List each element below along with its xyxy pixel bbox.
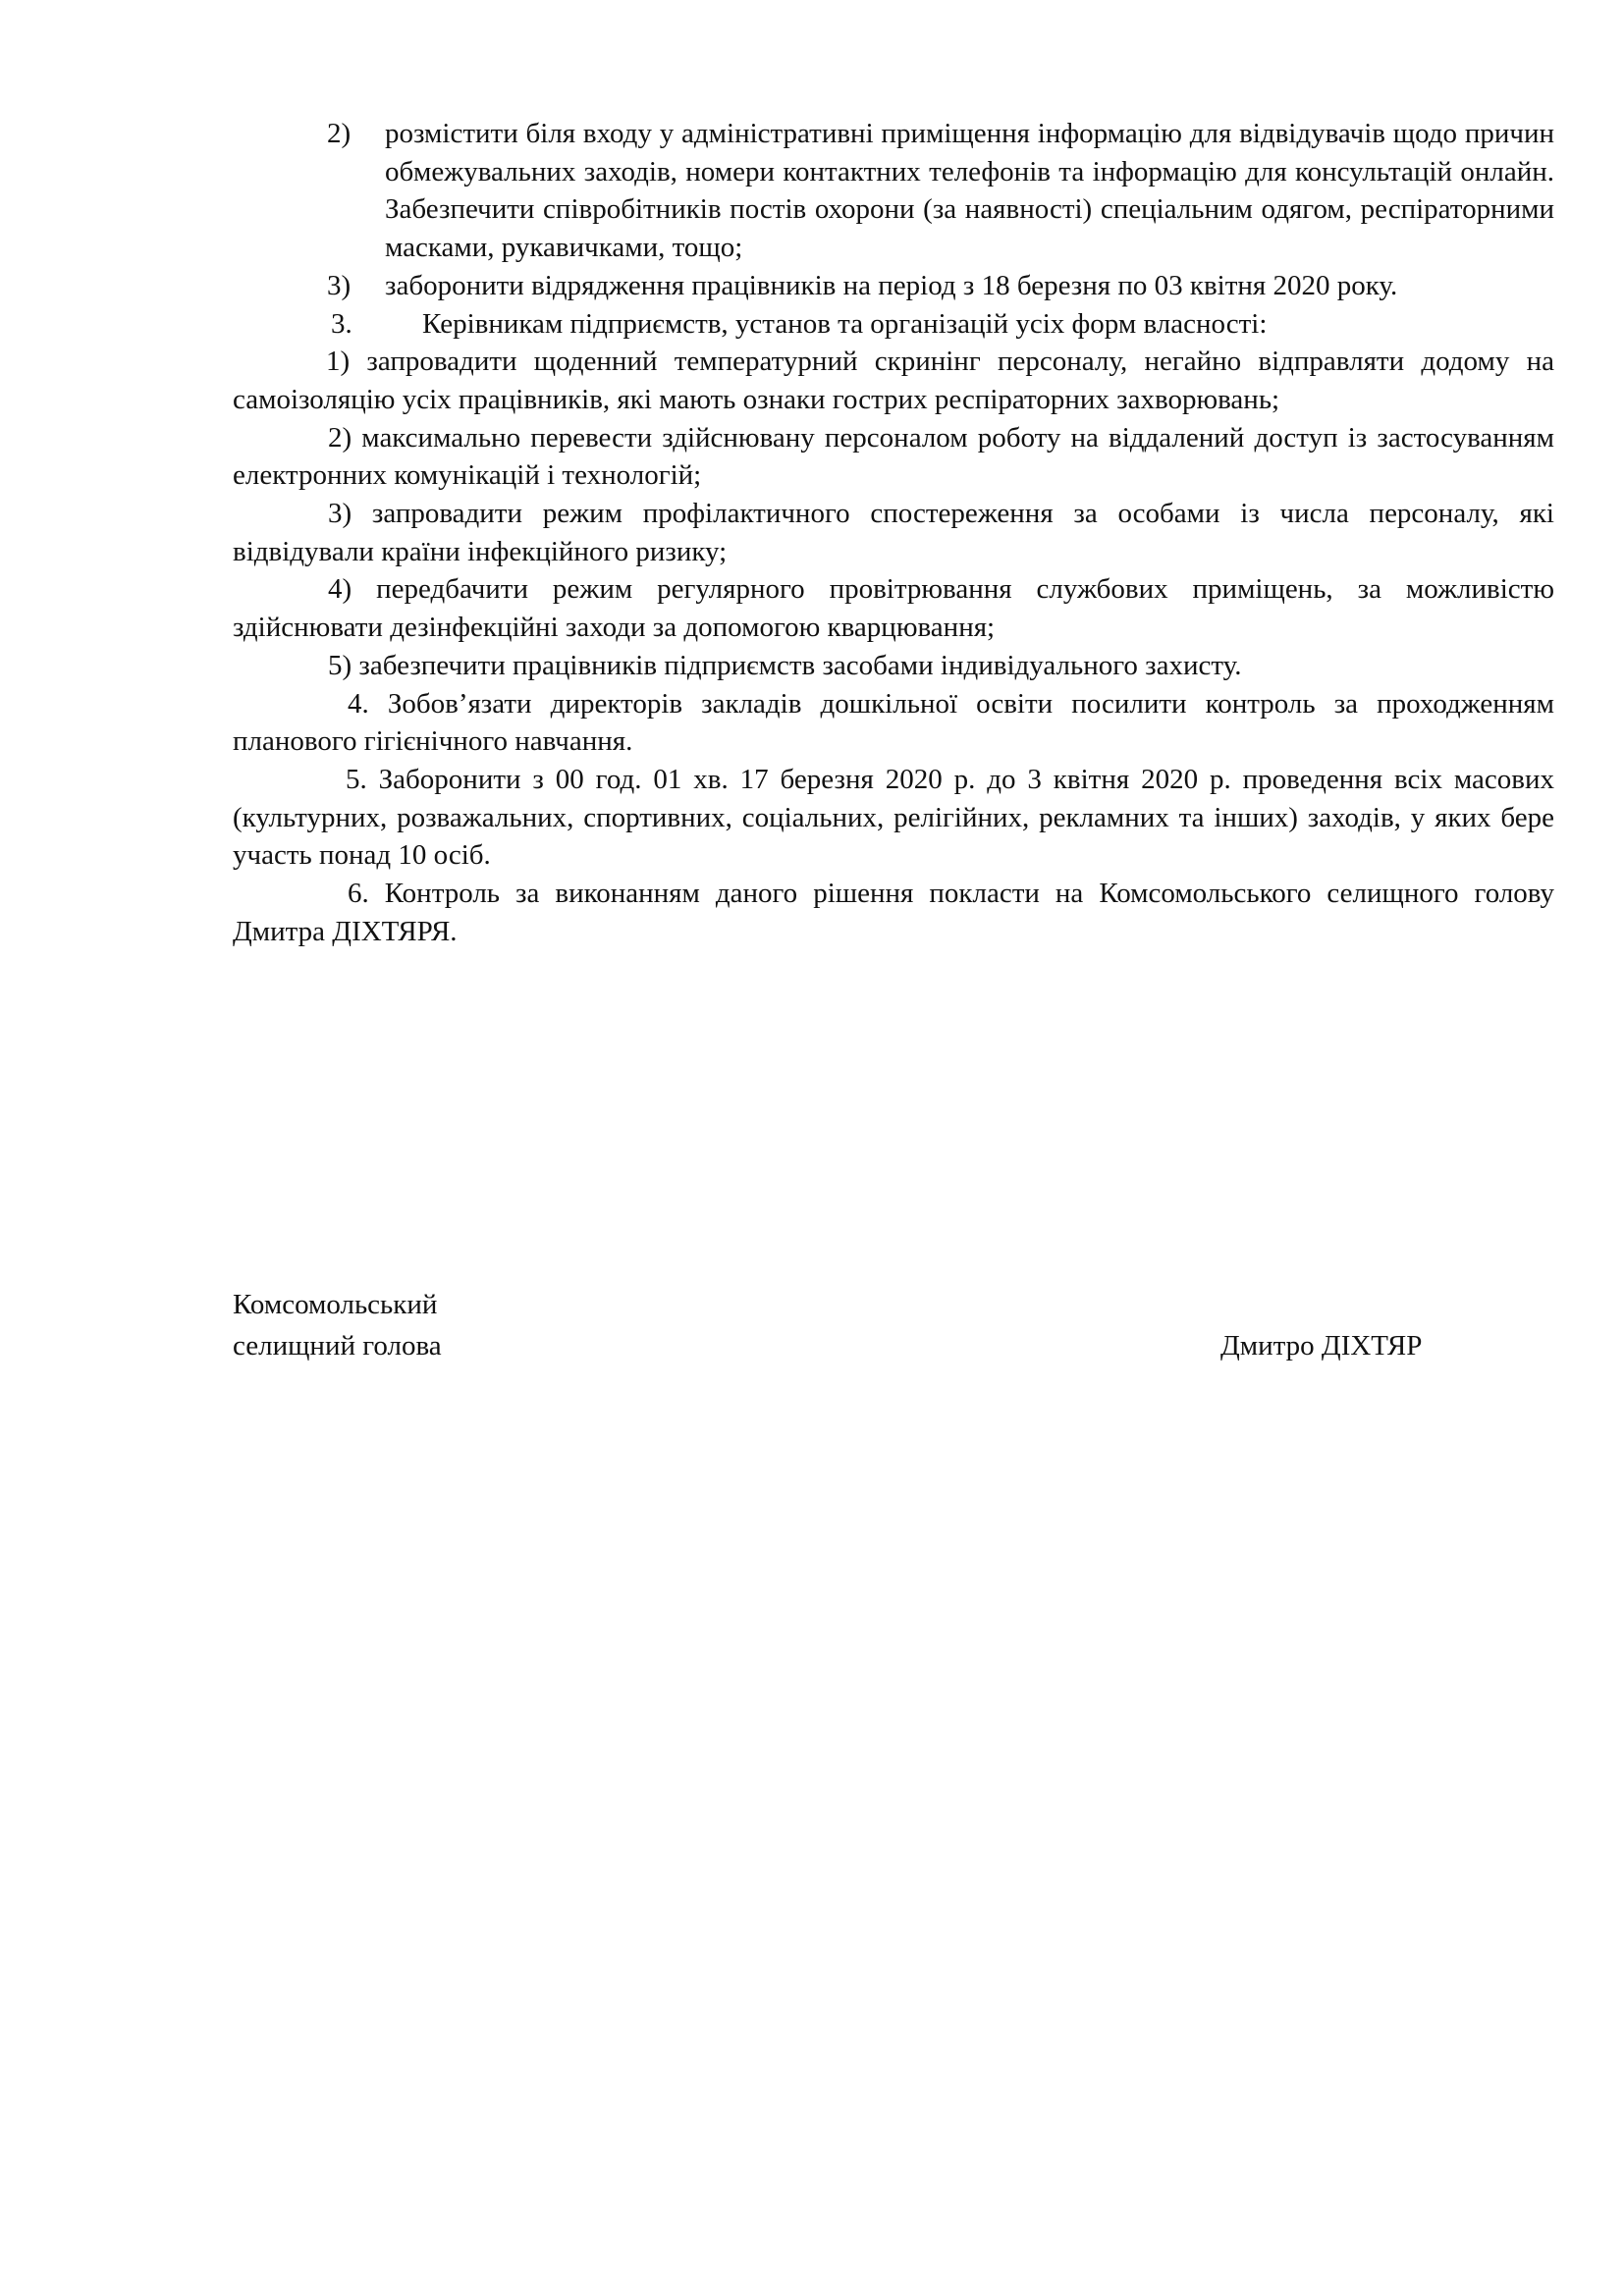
sub-item-3: 3) запровадити режим профілактичного спостереження за особами із числа персоналу, які відвідували країни інфекційного ризику; bbox=[233, 498, 1554, 567]
position-line-1: Комсомольський bbox=[233, 1289, 438, 1320]
paragraph-4: 4. Зобов’язати директорів закладів дошкільної освіти посилити контроль за проходженням планового гігієнічного навчання. bbox=[233, 687, 1554, 758]
section-text: Керівникам підприємств, установ та організацій усіх форм власності: bbox=[422, 307, 1268, 340]
list-item-3 bbox=[233, 267, 1554, 305]
section-number: 3. bbox=[331, 307, 352, 340]
paragraph-6: 6. Контроль за виконанням даного рішення покласти на Комсомольського селищного голову Дмитра ДІХТЯРЯ. bbox=[233, 878, 1554, 947]
list-item-2 bbox=[233, 115, 1554, 267]
position-line-2: селищний голова bbox=[233, 1330, 442, 1362]
sub-item-1: 1) запровадити щоденний температурний скринінг персоналу, негайно відправляти додому на самоізоляцію усіх працівників, які мають ознаки гострих респіраторних захворювань; bbox=[233, 346, 1554, 415]
list-item-text: заборонити відрядження працівників на період з 18 березня по 03 квітня 2020 року. bbox=[385, 269, 1398, 301]
list-item-number: 2) bbox=[327, 118, 352, 149]
sub-item-4: 4) передбачити режим регулярного провітрювання службових приміщень, за можливістю здійснювати дезінфекційні заходи за допомогою кварцювання; bbox=[233, 573, 1554, 644]
sub-item-2: 2) максимально перевести здійснювану персоналом роботу на віддалений доступ із застосуванням електронних комунікацій і технологій; bbox=[233, 421, 1554, 492]
paragraph-5: 5. Заборонити з 00 год. 01 хв. 17 березня 2020 р. до 3 квітня 2020 р. проведення всіх масових (культурних, розважальних, спортивних, соціальних, релігійних, рекламних та інших) заходів, у яких бере участь понад 10 осіб. bbox=[233, 763, 1554, 872]
section-3-heading bbox=[233, 305, 1554, 344]
sub-item-5: 5) забезпечити працівників підприємств засобами індивідуального захисту. bbox=[328, 649, 1242, 681]
document-body bbox=[233, 115, 1554, 950]
list-item-text: розмістити біля входу у адміністративні приміщення інформацію для відвідувачів щодо причин обмежувальних заходів, номери контактних телефонів та інформацію для консультацій онлайн. Забезпечити співробітників постів охорони (за наявності) спеціальним одягом, респіраторними масками, рукавичками, тощо; bbox=[385, 118, 1554, 264]
signatory-position bbox=[233, 1284, 442, 1366]
list-item-number: 3) bbox=[327, 269, 352, 301]
signatory-name: Дмитро ДІХТЯР bbox=[1220, 1330, 1423, 1362]
